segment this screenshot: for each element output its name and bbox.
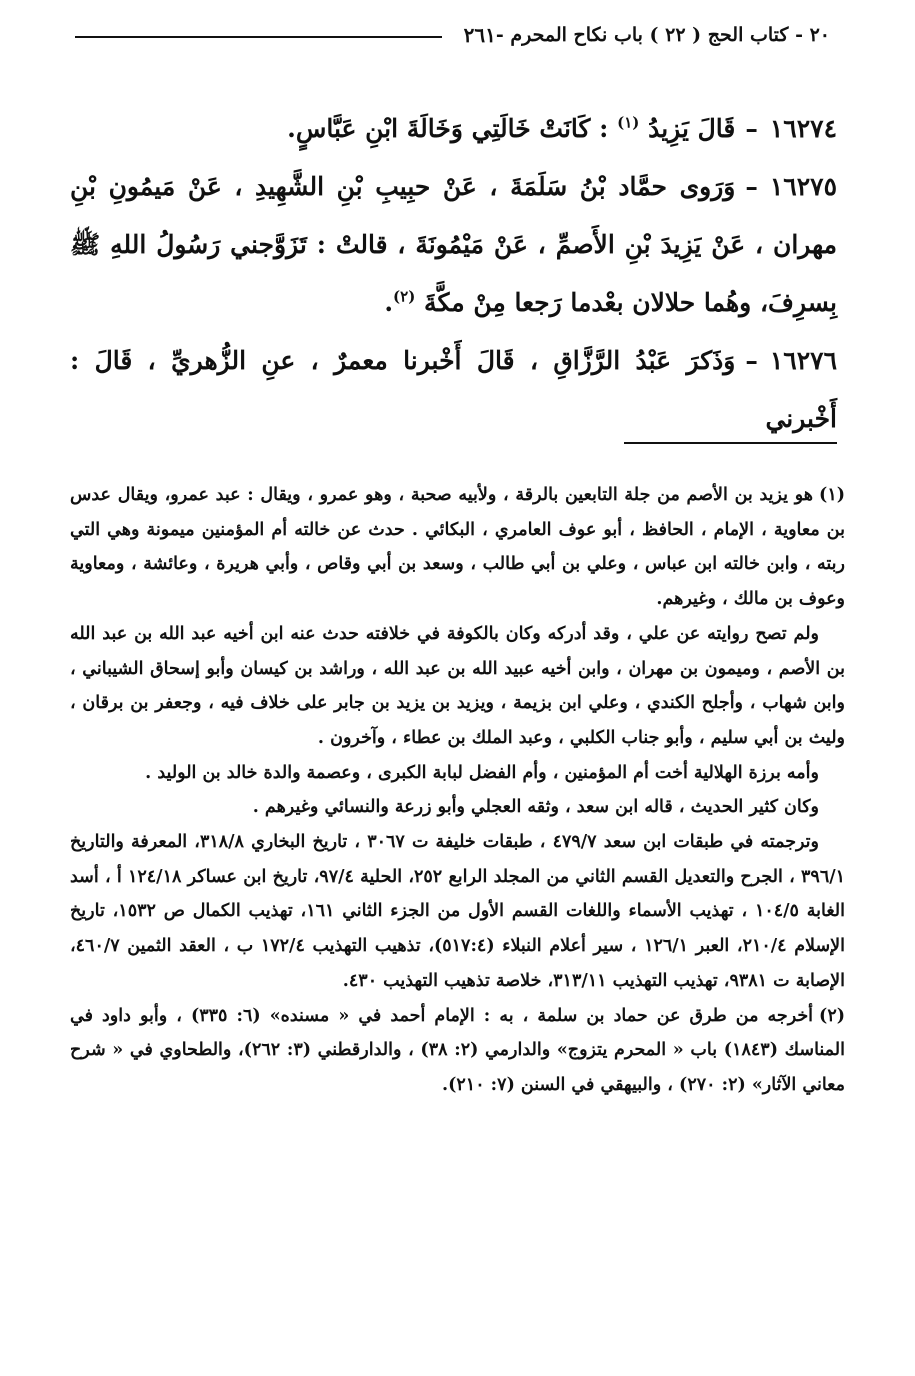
hadith-dash: – xyxy=(745,114,758,143)
footnote-mark-1: (١) xyxy=(819,485,845,505)
hadith-dash: – xyxy=(745,172,758,201)
hadith-number: ١٦٢٧٥ xyxy=(769,172,837,201)
hadith-text: وَرَوى حمَّاد بْنُ سَلَمَةَ ، عَنْ حبِيبِ بْنِ الشَّهِيدِ ، عَنْ مَيمُونِ بْنِ مهران ، عَنْ يَزِيدَ بْنِ الأَصمِّ ، عَنْ مَيْمُونَةَ ، قالتْ : تَزَوَّجني رَسُولُ اللهِ ﷺ بِسرِفَ، وهُما حلالان بعْدما رَجعا مِنْ مكَّةَ xyxy=(70,172,837,317)
footnote-1-p4: وكان كثير الحديث ، قاله ابن سعد ، وثقه العجلي وأبو زرعة والنسائي وغيرهم . xyxy=(252,797,819,818)
footnote-mark-2: (٢) xyxy=(819,1005,845,1026)
hadith-16276 xyxy=(70,332,837,448)
footnote-ref-1[interactable]: (١) xyxy=(617,113,640,132)
hadith-dash: – xyxy=(745,346,758,375)
hadith-number: ١٦٢٧٦ xyxy=(769,346,837,375)
footnote-1 xyxy=(70,478,845,617)
footnote-1-p5: وترجمته في طبقات ابن سعد ٤٧٩/٧ ، طبقات خليفة ت ٣٠٦٧ ، تاريخ البخاري ٣١٨/٨، المعرفة والتاريخ ٣٩٦/١ ، الجرح والتعديل القسم الثاني من المجلد الرابع ٢٥٢، الحلية ٩٧/٤، تاريخ ابن عساكر ١٢٤/١٨ أ ، أسد الغابة ١٠٤/٥ ، تهذيب الأسماء واللغات القسم الأول من الجزء الثاني ١٦١، تهذيب الكمال ص ١٥٣٢، تاريخ الإسلام ٢١٠/٤، العبر ١٢٦/١ ، سير أعلام النبلاء (٥١٧:٤)، تذهيب التهذيب ١٧٢/٤ ب ، العقد الثمين ٤٦٠/٧، الإصابة ت ٩٣٨١، تهذيب التهذيب ٣١٣/١١، خلاصة تذهيب التهذيب ٤٣٠. xyxy=(70,832,846,991)
page-header xyxy=(75,18,840,52)
footnotes xyxy=(70,478,845,1103)
footnote-separator xyxy=(624,442,837,444)
page-number: ٢٦١ xyxy=(463,23,496,47)
hadith-number: ١٦٢٧٤ xyxy=(769,114,837,143)
main-text xyxy=(70,100,837,448)
hadith-text-cont: : كَانَتْ خَالَتِي وَخَالَةَ ابْنِ عَبَّاسٍ. xyxy=(287,114,609,143)
footnote-2-p1: أخرجه من طرق عن حماد بن سلمة ، به : الإمام أحمد في « مسنده» (٦: ٣٣٥) ، وأبو داود في المناسك (١٨٤٣) باب « المحرم يتزوج» والدارمي (٢: ٣٨) ، والدارقطني (٣: ٢٦٢)، والطحاوي في « شرح معاني الآثار» (٢: ٢٧٠) ، والبيهقي في السنن (٧: ٢١٠). xyxy=(70,1005,845,1095)
hadith-16274 xyxy=(70,100,837,158)
running-title: ٢٠ - كتاب الحج ( ٢٢ ) باب نكاح المحرم - xyxy=(495,24,830,46)
hadith-16275 xyxy=(70,158,837,332)
footnote-ref-2[interactable]: (٢) xyxy=(393,287,416,306)
hadith-text: قَالَ يَزِيدُ xyxy=(648,114,736,143)
footnote-1-p1: هو يزيد بن الأصم من جلة التابعين بالرقة ، ولأبيه صحبة ، وهو عمرو ، ويقال : عبد عمرو، ويقال عدس بن معاوية ، الإمام ، الحافظ ، أبو عوف العامري ، البكائي . حدث عن خالته أم المؤمنين ميمونة وهي التي ربته ، وابن خالته ابن عباس ، وعلي بن أبي طالب ، وسعد بن أبي وقاص ، وأبي هريرة ، وعائشة ، ومعاوية وعوف بن مالك ، وغيرهم. xyxy=(70,485,845,610)
hadith-text: وَذَكرَ عَبْدُ الرَّزَّاقِ ، قَالَ أَخْبرنا معمرٌ ، عنِ الزُّهريِّ ، قَالَ : أَخْبرني xyxy=(70,346,837,433)
footnote-1-p2: ولم تصح روايته عن علي ، وقد أدركه وكان بالكوفة في خلافته حدث عنه ابن أخيه عبد الله بن عبد الله بن الأصم ، وميمون بن مهران ، وابن أخيه عبيد الله بن عبد الله ، وراشد بن كيسان وأبو إسحاق الشيباني ، وابن شهاب ، وأجلح الكندي ، وعلي ابن بزيمة ، ويزيد بن يزيد بن جابر على خلاف فيه ، وجعفر بن برقان ، وليث بن أبي سليم ، وأبو جناب الكلبي ، وعبد الملك بن عطاء ، وآخرون . xyxy=(70,623,845,748)
hadith-text-cont: . xyxy=(384,288,394,317)
header-rule xyxy=(75,36,442,38)
footnote-1-p3: وأمه برزة الهلالية أخت أم المؤمنين ، وأم الفضل لبابة الكبرى ، وعصمة والدة خالد بن الوليد . xyxy=(145,762,819,783)
footnote-2 xyxy=(70,999,845,1103)
